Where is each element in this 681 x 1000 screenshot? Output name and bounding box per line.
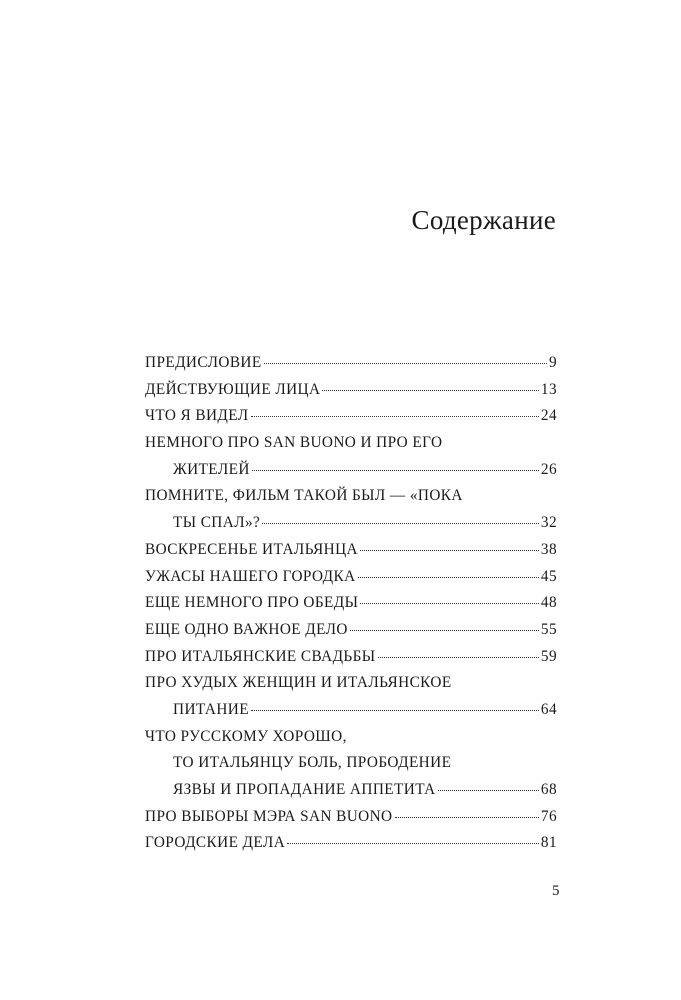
toc-line [145,697,557,724]
dot-leader [252,470,539,471]
toc-line [145,617,557,644]
toc-entry-title: ЕЩЕ НЕМНОГО ПРО ОБЕДЫ [145,594,359,612]
toc-entry-title: ЧТО Я ВИДЕЛ [145,407,249,425]
dot-leader [360,550,539,551]
table-of-contents [145,350,557,857]
page-title: Содержание [411,205,556,235]
toc-entry [145,403,557,430]
dot-leader [322,390,538,391]
dot-leader [438,790,539,791]
dot-leader [262,523,539,524]
toc-page-number: 76 [540,807,557,825]
toc-entry-title: ЕЩЕ ОДНО ВАЖНОЕ ДЕЛО [145,620,348,638]
toc-line [145,777,557,804]
toc-entry [145,350,557,377]
toc-line [145,750,557,777]
dot-leader [251,416,539,417]
toc-line [145,377,557,404]
toc-page-number: 9 [548,354,557,371]
toc-entry [145,430,557,483]
toc-entry [145,564,557,591]
toc-line [145,804,557,831]
toc-entry [145,537,557,564]
toc-page-number: 24 [540,407,557,425]
toc-entry-title: ЧТО РУССКОМУ ХОРОШО, [145,727,347,745]
toc-line [145,830,557,857]
toc-page-number: 64 [540,700,557,718]
toc-page-number: 48 [540,594,557,612]
dot-leader [350,630,539,631]
toc-entry-title: ТЫ СПАЛ»? [173,514,261,532]
toc-line [145,724,557,751]
toc-entry [145,483,557,536]
toc-entry [145,804,557,831]
toc-entry [145,830,557,857]
toc-line [145,670,557,697]
dot-leader [395,817,539,818]
toc-entry [145,590,557,617]
toc-page-number: 81 [540,834,557,852]
toc-entry-title: ТО ИТАЛЬЯНЦУ БОЛЬ, ПРОБОДЕНИЕ [173,754,452,772]
toc-page-number: 55 [540,620,557,638]
toc-line [145,564,557,591]
toc-entry [145,644,557,671]
toc-line [145,430,557,457]
toc-page-number: 59 [540,647,557,665]
toc-entry [145,670,557,723]
toc-line [145,644,557,671]
toc-line [145,510,557,537]
toc-entry-title: УЖАСЫ НАШЕГО ГОРОДКА [145,567,356,585]
toc-line [145,537,557,564]
toc-entry-title: ПРО ВЫБОРЫ МЭРА SAN BUONO [145,807,393,825]
toc-line [145,457,557,484]
toc-entry-title: ПОМНИТЕ, ФИЛЬМ ТАКОЙ БЫЛ — «ПОКА [145,487,463,505]
dot-leader [264,363,547,364]
toc-entry-title: ВОСКРЕСЕНЬЕ ИТАЛЬЯНЦА [145,540,359,558]
toc-entry [145,377,557,404]
toc-entry-title: ПРО ИТАЛЬЯНСКИЕ СВАДЬБЫ [145,647,376,665]
toc-entry [145,724,557,804]
toc-page-number: 38 [540,540,557,558]
toc-entry-title: ЖИТЕЛЕЙ [173,460,250,478]
toc-page-number: 13 [540,380,557,398]
toc-page-number: 68 [540,781,557,798]
dot-leader [287,843,539,844]
toc-entry-title: НЕМНОГО ПРО SAN BUONO И ПРО ЕГО [145,434,443,452]
toc-entry-title: ДЕЙСТВУЮЩИЕ ЛИЦА [145,380,321,398]
dot-leader [358,577,539,578]
toc-page-number: 32 [540,514,557,532]
toc-entry-title: ПРО ХУДЫХ ЖЕНЩИН И ИТАЛЬЯНСКОЕ [145,674,452,692]
toc-line [145,350,557,377]
toc-entry-title: ЯЗВЫ И ПРОПАДАНИЕ АППЕТИТА [173,781,436,798]
toc-line [145,483,557,510]
dot-leader [251,710,539,711]
toc-entry [145,617,557,644]
dot-leader [378,657,539,658]
toc-line [145,590,557,617]
toc-entry-title: ПИТАНИЕ [173,700,249,718]
toc-line [145,403,557,430]
toc-page-number: 26 [540,460,557,478]
dot-leader [360,603,539,604]
page-number: 5 [552,883,560,899]
toc-entry-title: ГОРОДСКИЕ ДЕЛА [145,834,286,852]
toc-entry-title: ПРЕДИСЛОВИЕ [145,354,262,371]
toc-page-number: 45 [540,567,557,585]
